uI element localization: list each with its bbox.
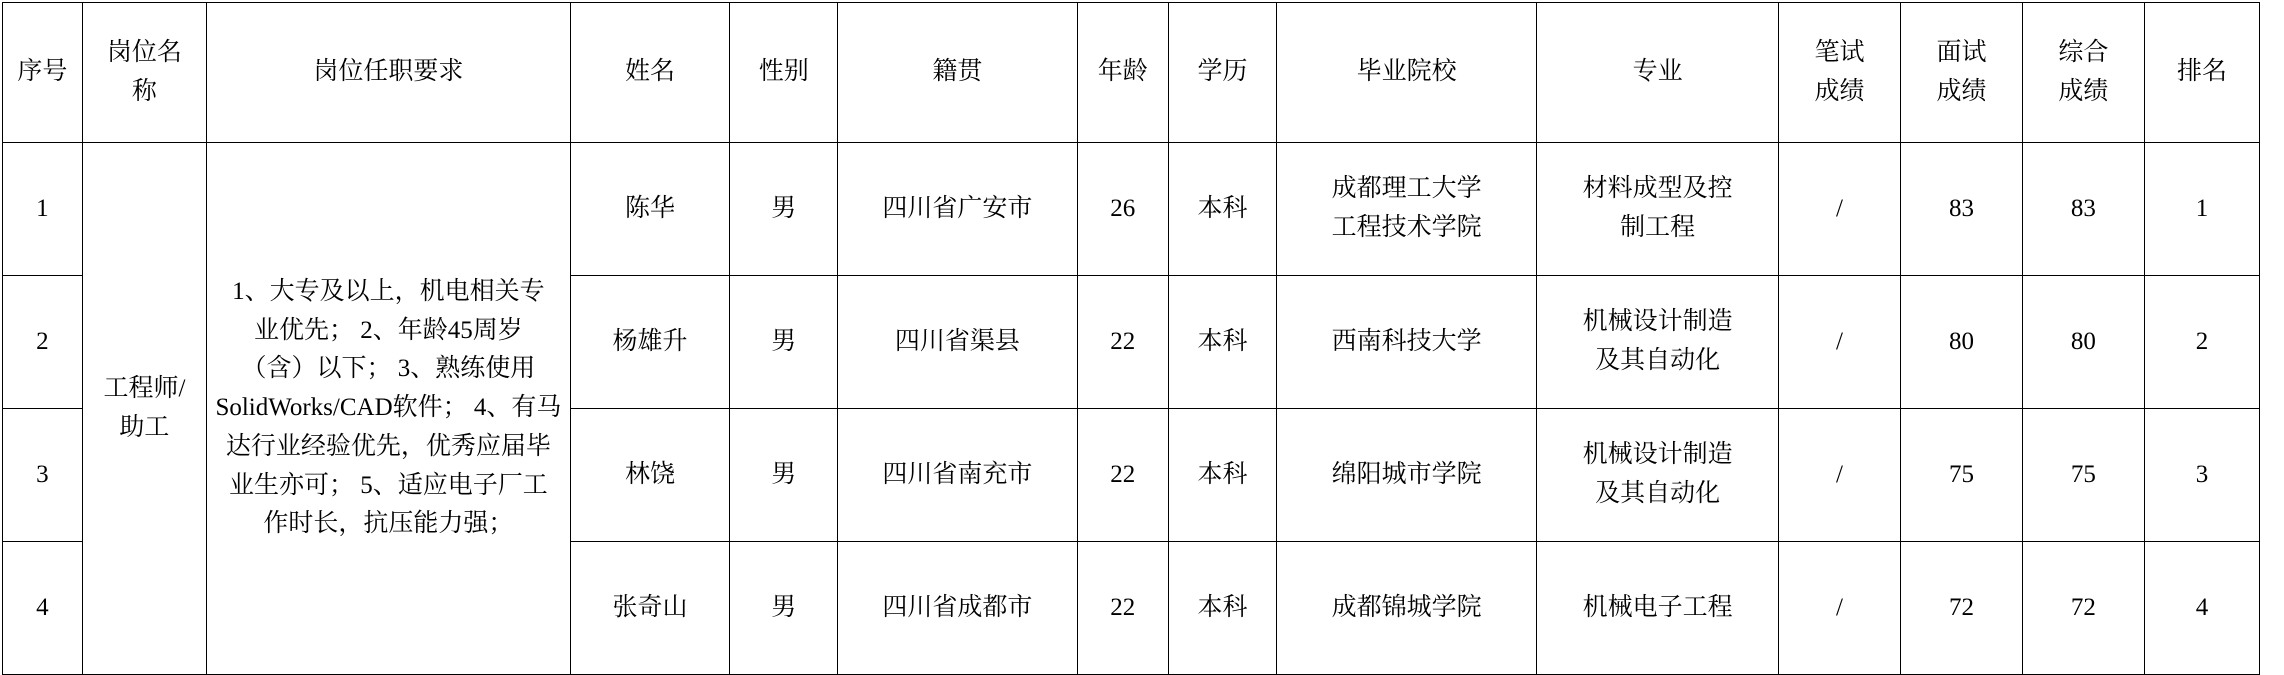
major-line1: 机械设计制造: [1582, 308, 1733, 336]
header-origin: [838, 3, 1077, 143]
header-written-score-line2: 成绩: [1814, 77, 1865, 105]
cell-major: [1537, 143, 1779, 276]
post-name-line1: 工程师/: [103, 374, 186, 402]
cell-written-score: /: [1778, 143, 1900, 276]
cell-interview-score: 72: [1900, 542, 2022, 675]
header-school: [1276, 3, 1536, 143]
header-index: [3, 3, 83, 143]
cell-major: [1537, 542, 1779, 675]
cell-written-score: /: [1778, 276, 1900, 409]
cell-name: 陈华: [570, 143, 730, 276]
header-overall-score-line2: 成绩: [2058, 77, 2109, 105]
requirement-line-6: 业生亦可； 5、适应电子厂工: [229, 471, 548, 499]
cell-interview-score: 80: [1900, 276, 2022, 409]
cell-school: [1276, 542, 1536, 675]
cell-requirements: [207, 143, 571, 675]
post-name-line2: 助工: [119, 413, 170, 441]
cell-index: 2: [3, 276, 83, 409]
cell-overall-score: 72: [2022, 542, 2144, 675]
cell-gender: 男: [730, 409, 838, 542]
header-post-name-line2: 称: [131, 77, 157, 105]
header-origin-line: 籍贯: [932, 58, 983, 86]
header-education-line: 学历: [1197, 58, 1248, 86]
header-major: [1537, 3, 1779, 143]
header-interview-score: [1900, 3, 2022, 143]
requirement-line-2: 业优先； 2、年龄45周岁: [254, 316, 523, 344]
cell-gender: 男: [730, 542, 838, 675]
header-requirements: [207, 3, 571, 143]
cell-index: 4: [3, 542, 83, 675]
requirement-line-1: 1、大专及以上，机电相关专: [232, 277, 545, 305]
cell-education: 本科: [1168, 143, 1276, 276]
header-education: [1168, 3, 1276, 143]
cell-name: 林饶: [570, 409, 730, 542]
table-row: [3, 143, 2260, 276]
header-interview-score-line2: 成绩: [1936, 77, 1987, 105]
cell-interview-score: 83: [1900, 143, 2022, 276]
cell-education: 本科: [1168, 409, 1276, 542]
header-post-name: [82, 3, 206, 143]
header-written-score-line1: 笔试: [1814, 38, 1865, 66]
header-school-line: 毕业院校: [1356, 58, 1457, 86]
cell-school: [1276, 276, 1536, 409]
cell-school: [1276, 143, 1536, 276]
cell-origin: 四川省广安市: [838, 143, 1077, 276]
header-rank: [2144, 3, 2259, 143]
requirement-line-4: SolidWorks/CAD软件； 4、有马: [215, 394, 562, 422]
header-gender-line: 性别: [758, 58, 809, 86]
cell-age: 22: [1077, 409, 1168, 542]
cell-written-score: /: [1778, 409, 1900, 542]
cell-rank: 3: [2144, 409, 2259, 542]
cell-origin: 四川省成都市: [838, 542, 1077, 675]
requirement-line-5: 达行业经验优先，优秀应届毕: [225, 432, 551, 460]
cell-school: [1276, 409, 1536, 542]
cell-index: 3: [3, 409, 83, 542]
major-line2: 及其自动化: [1595, 480, 1721, 507]
header-name: [570, 3, 730, 143]
cell-overall-score: 75: [2022, 409, 2144, 542]
cell-rank: 4: [2144, 542, 2259, 675]
school-line2: 工程技术学院: [1331, 214, 1482, 241]
header-name-line: 姓名: [625, 58, 676, 86]
cell-name: 张奇山: [570, 542, 730, 675]
major-line1: 材料成型及控: [1582, 175, 1733, 203]
cell-overall-score: 83: [2022, 143, 2144, 276]
cell-origin: 四川省南充市: [838, 409, 1077, 542]
header-age: [1077, 3, 1168, 143]
major-line1: 机械电子工程: [1582, 593, 1733, 621]
cell-name: 杨雄升: [570, 276, 730, 409]
requirement-line-7: 作时长，抗压能力强；: [263, 510, 514, 538]
recruitment-results-table: [2, 2, 2260, 675]
cell-rank: 1: [2144, 143, 2259, 276]
cell-age: 22: [1077, 542, 1168, 675]
header-written-score: [1778, 3, 1900, 143]
cell-major: [1537, 409, 1779, 542]
cell-education: 本科: [1168, 542, 1276, 675]
table-header-row: [3, 3, 2260, 143]
cell-age: 26: [1077, 143, 1168, 276]
cell-overall-score: 80: [2022, 276, 2144, 409]
cell-major: [1537, 276, 1779, 409]
cell-post-name: [82, 143, 206, 675]
header-age-line: 年龄: [1097, 58, 1148, 86]
major-line2: 及其自动化: [1595, 347, 1721, 374]
header-index-line: 序号: [17, 58, 68, 86]
document-sheet: [0, 2, 2284, 663]
cell-interview-score: 75: [1900, 409, 2022, 542]
cell-age: 22: [1077, 276, 1168, 409]
header-overall-score-line1: 综合: [2058, 38, 2109, 66]
cell-written-score: /: [1778, 542, 1900, 675]
header-overall-score: [2022, 3, 2144, 143]
header-major-line: 专业: [1632, 58, 1683, 86]
requirement-line-3: （含）以下； 3、熟练使用: [241, 355, 536, 383]
header-post-name-line1: 岗位名: [106, 38, 182, 66]
cell-gender: 男: [730, 143, 838, 276]
school-line1: 成都锦城学院: [1331, 593, 1482, 621]
major-line1: 机械设计制造: [1582, 441, 1733, 469]
cell-origin: 四川省渠县: [838, 276, 1077, 409]
cell-education: 本科: [1168, 276, 1276, 409]
cell-gender: 男: [730, 276, 838, 409]
school-line1: 西南科技大学: [1331, 327, 1482, 355]
header-requirements-line: 岗位任职要求: [313, 58, 464, 86]
header-rank-line: 排名: [2176, 58, 2227, 86]
cell-index: 1: [3, 143, 83, 276]
major-line2: 制工程: [1620, 214, 1696, 241]
school-line1: 成都理工大学: [1331, 175, 1482, 203]
header-gender: [730, 3, 838, 143]
cell-rank: 2: [2144, 276, 2259, 409]
school-line1: 绵阳城市学院: [1331, 460, 1482, 488]
header-interview-score-line1: 面试: [1936, 38, 1987, 66]
